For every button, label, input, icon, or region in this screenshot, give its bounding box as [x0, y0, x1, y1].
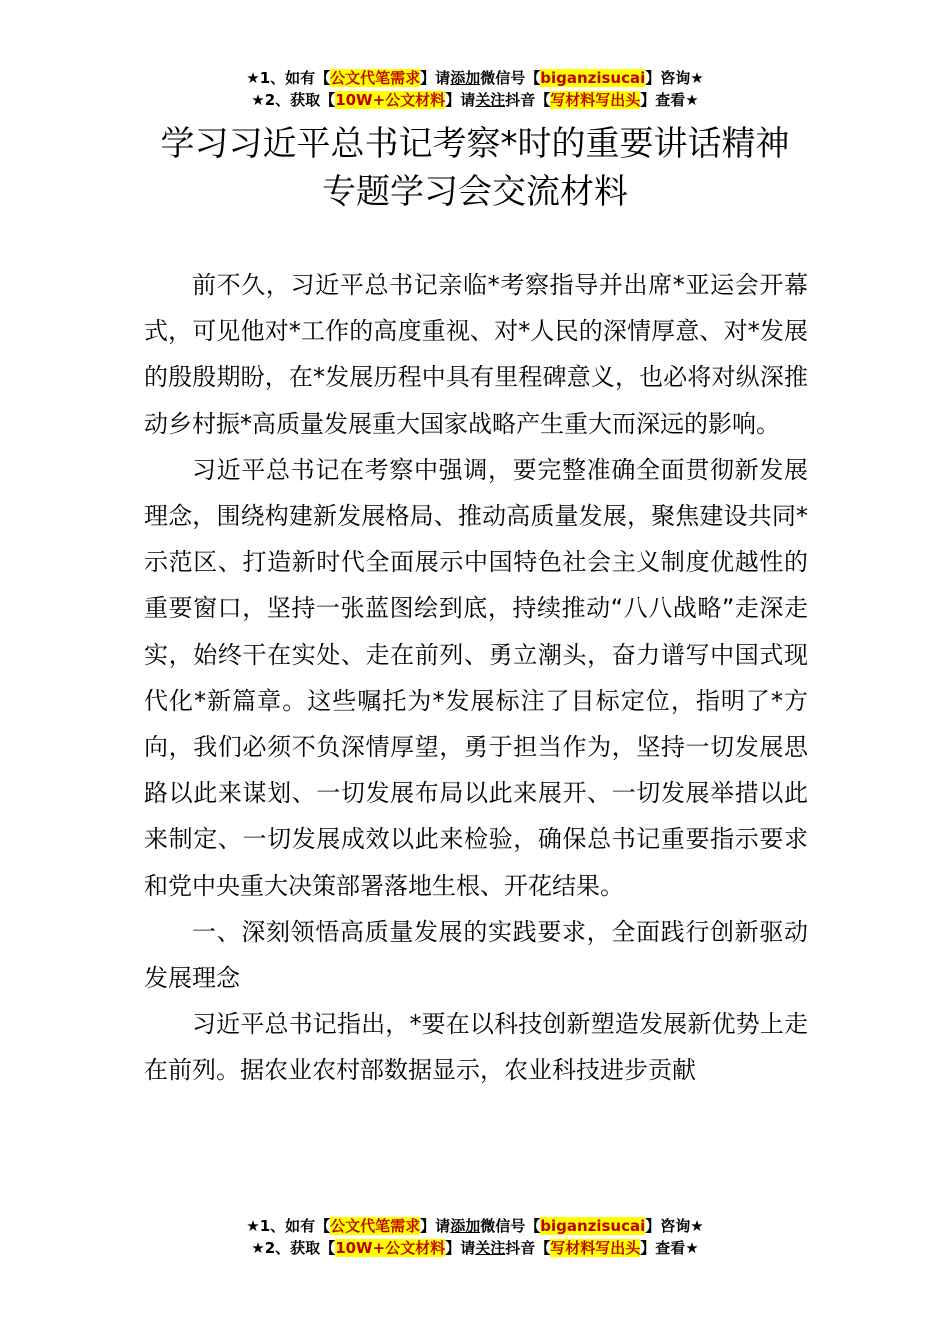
highlight-ghostwriting: 公文代笔需求 — [330, 69, 421, 87]
title-line-1: 学习习近平总书记考察*时的重要讲话精神 — [160, 124, 790, 164]
promo-line-2: ★2、获取【10W+公文材料】请关注抖音【写材料写出头】查看★ — [251, 1239, 699, 1257]
star-icon: ★ — [246, 1217, 260, 1235]
highlight-materials: 10W+公文材料 — [335, 1239, 446, 1257]
paragraph: 习近平总书记指出，*要在以科技创新塑造发展新优势上走在前列。据农业农村部数据显示，农业科技进步贡献 — [144, 1010, 808, 1085]
section-heading: 一、深刻领悟高质量发展的实践要求，全面践行创新驱动发展理念 — [144, 917, 808, 993]
promo-line-1: ★1、如有【公文代笔需求】请添加微信号【biganzisucai】咨询★ — [246, 69, 704, 87]
promo-line-1: ★1、如有【公文代笔需求】请添加微信号【biganzisucai】咨询★ — [246, 1217, 704, 1235]
promo-line-2: ★2、获取【10W+公文材料】请关注抖音【写材料写出头】查看★ — [251, 91, 699, 109]
highlight-materials: 10W+公文材料 — [335, 91, 446, 109]
underline-add: 添加 — [450, 1217, 481, 1235]
highlight-douyin: 写材料写出头 — [550, 91, 641, 109]
highlight-douyin: 写材料写出头 — [550, 1239, 641, 1257]
document-title — [0, 120, 950, 216]
promo-header — [0, 67, 950, 111]
paragraph: 前不久，习近平总书记亲临*考察指导并出席*亚运会开幕式，可见他对*工作的高度重视、对*人民的深情厚意、对*发展的殷殷期盼，在*发展历程中具有里程碑意义，也必将对纵深推动乡村振*高质量发展重大国家战略产生重大而深远的影响。 — [144, 271, 808, 438]
underline-follow: 关注 — [475, 91, 506, 109]
highlight-wechat-id: biganzisucai — [540, 69, 646, 87]
underline-follow: 关注 — [475, 1239, 506, 1257]
star-icon: ★ — [246, 69, 260, 87]
title-line-2: 专题学习会交流材料 — [322, 172, 628, 212]
promo-footer — [0, 1215, 950, 1259]
underline-add: 添加 — [450, 69, 481, 87]
paragraph: 习近平总书记在考察中强调，要完整准确全面贯彻新发展理念，围绕构建新发展格局、推动高质量发展，聚焦建设共同*示范区、打造新时代全面展示中国特色社会主义制度优越性的重要窗口，坚持一张蓝图绘到底，持续推动“八八战略”走深走实，始终干在实处、走在前列、勇立潮头，奋力谱写中国式现代化*新篇章。这些嘱托为*发展标注了目标定位，指明了*方向，我们必须不负深情厚望，勇于担当作为，坚持一切发展思路以此来谋划、一切发展布局以此来展开、一切发展举措以此来制定、一切发展成效以此来检验，确保总书记重要指示要求和党中央重大决策部署落地生根、开花结果。 — [144, 455, 808, 900]
star-icon: ★ — [251, 1239, 265, 1257]
highlight-ghostwriting: 公文代笔需求 — [330, 1217, 421, 1235]
star-icon: ★ — [251, 91, 265, 109]
highlight-wechat-id: biganzisucai — [540, 1217, 646, 1235]
document-body — [144, 262, 808, 1094]
